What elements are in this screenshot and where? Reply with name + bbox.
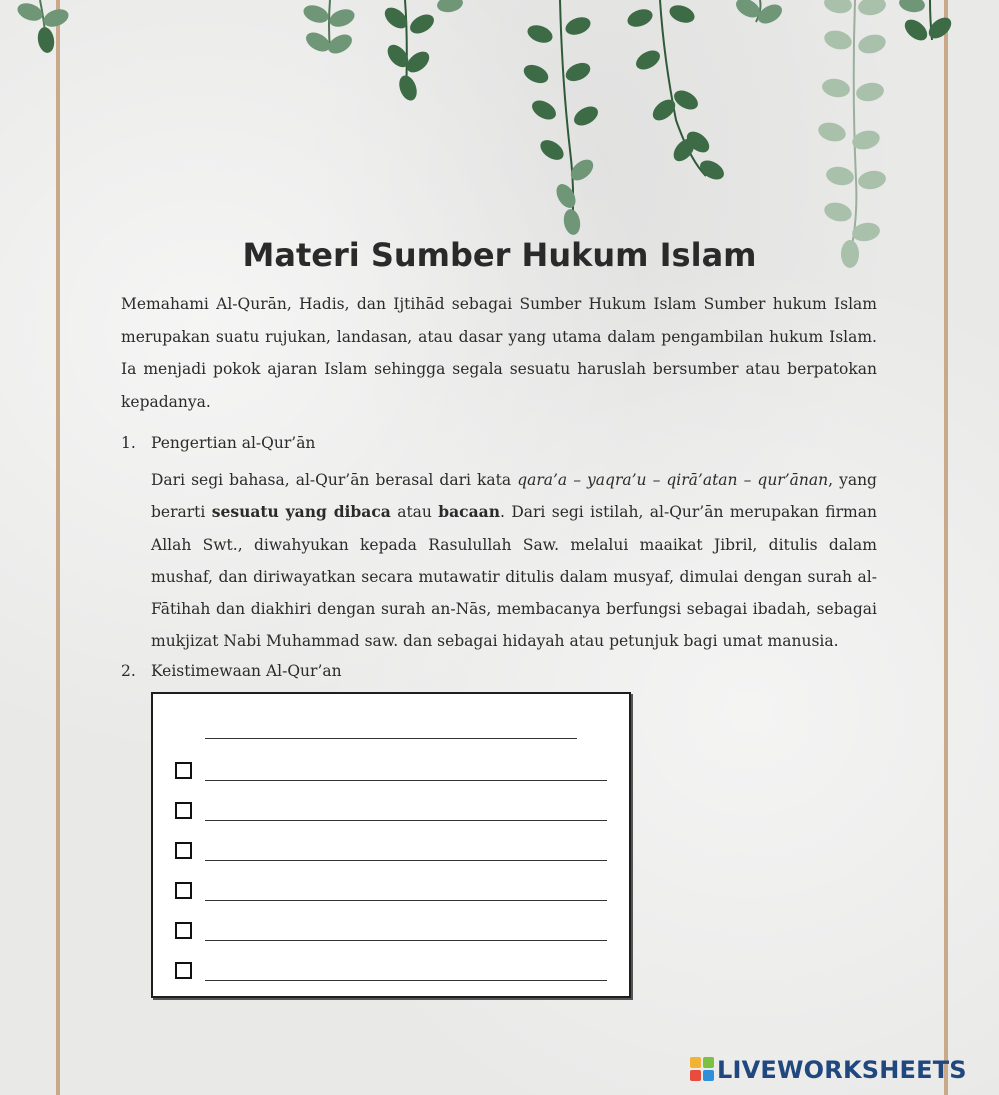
etymology-text: qara’a – yaqra’u – qirā’atan – qur’ānan [517, 471, 829, 489]
section-1-heading [121, 434, 315, 452]
section-2-heading [121, 662, 342, 680]
section-1-number: 1. [121, 434, 136, 452]
answer-row-4 [175, 882, 607, 902]
section-1-text-c: atau [390, 503, 439, 522]
checkbox-2[interactable] [175, 802, 192, 819]
section-1-text-b: , yang berarti [151, 471, 877, 522]
answer-row-1 [175, 762, 607, 782]
answer-line-3[interactable] [205, 860, 607, 861]
page-title: Materi Sumber Hukum Islam [242, 236, 757, 274]
section-1-body [151, 464, 877, 658]
checkbox-6[interactable] [175, 962, 192, 979]
answer-line-5[interactable] [205, 940, 607, 941]
section-2-number: 2. [121, 662, 136, 680]
answer-line-4[interactable] [205, 900, 607, 901]
section-1-text-d: . Dari segi istilah, al-Qur’ān merupakan firman Allah Swt., diwahyukan kepada Rasulullah Saw. melalui maaikat Jibril, ditulis dalam mushaf, dan diriwayatkan secara mutawatir ditulis dalam musyaf, dimulai dengan surah al-Fātihah dan diakhiri dengan surah an-Nās, membacanya berfungsi sebagai ibadah, sebagai mukjizat Nabi Muhammad saw. dan sebagai hidayah atau petunjuk bagi umat manusia. [151, 503, 877, 651]
section-2-title: Keistimewaan Al-Qur’an [151, 662, 342, 680]
checkbox-3[interactable] [175, 842, 192, 859]
section-1-text-a: Dari segi bahasa, al-Qur’ān berasal dari kata [151, 471, 518, 489]
bold-term-1: sesuatu yang dibaca [211, 502, 391, 522]
answer-line-6[interactable] [205, 980, 607, 981]
answer-row-5 [175, 922, 607, 942]
answer-row-3 [175, 842, 607, 862]
answer-line-2[interactable] [205, 820, 607, 821]
checkbox-1[interactable] [175, 762, 192, 779]
liveworksheets-logo-icon [690, 1057, 714, 1081]
answer-line-1[interactable] [205, 780, 607, 781]
hanging-vines-decoration [0, 0, 999, 270]
checkbox-5[interactable] [175, 922, 192, 939]
bold-term-2: bacaan [438, 502, 500, 522]
answer-row-6 [175, 962, 607, 982]
answer-box [151, 692, 631, 998]
intro-paragraph: Memahami Al-Qurān, Hadis, dan Ijtihād sebagai Sumber Hukum Islam Sumber hukum Islam merupakan suatu rujukan, landasan, atau dasar yang utama dalam pengambilan hukum Islam. Ia menjadi pokok ajaran Islam sehingga segala sesuatu haruslah bersumber atau berpatokan kepadanya. [121, 295, 877, 411]
box-title-answer-line[interactable] [205, 738, 577, 739]
liveworksheets-logo [690, 1056, 967, 1086]
liveworksheets-logo-text: LIVEWORKSHEETS [717, 1056, 967, 1084]
checkbox-4[interactable] [175, 882, 192, 899]
section-1-title: Pengertian al-Qur’ān [151, 434, 316, 452]
answer-row-2 [175, 802, 607, 822]
